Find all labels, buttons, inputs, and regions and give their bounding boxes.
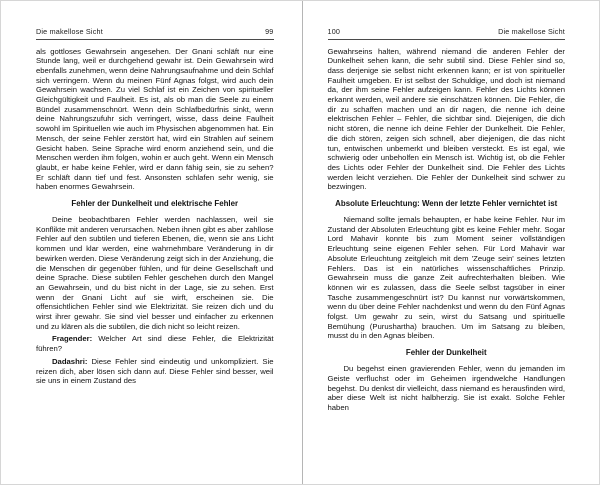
section-heading: Fehler der Dunkelheit <box>405 348 487 358</box>
body-paragraph: Du begehst einen gravierenden Fehler, wenn du jemanden im Geiste verfluchst oder im Geheimen irgendwelche Handlungen begehst. Du denkst dir vielleicht, dass niemand es herausfinden wird, aber diese Welt ist nicht halbherzig. Sie ist exakt. Solche Fehler haben <box>327 364 565 412</box>
running-title: Die makellose Sicht <box>36 27 103 36</box>
page-number: 100 <box>327 27 341 36</box>
page-99 <box>1 1 302 484</box>
section-heading: Absolute Erleuchtung: Wenn der letzte Fehler vernichtet ist <box>335 199 558 209</box>
dialog-text: Welcher Art sind diese Fehler, die Elektrizität führen? <box>36 334 274 354</box>
body-paragraph: Niemand sollte jemals behaupten, er habe keine Fehler. Nur im Zustand der Absoluten Erleuchtung gibt es keine Fehler mehr. Sogar Lord Mahavir konnte bis zum Moment seiner vollständigen Erleuchtung seine eigenen Fehler sehen. Für Lord Mahavir war Absolute Erleuchtung zeitgleich mit dem 'Zeuge sein' seines letzten Fehlers. Das ist ein natürliches wissenschaftliches Prinzip. Gewahrsein muss die ganze Zeit aufrechterhalten bleiben. Wie können wir es zulassen, dass die Seele selbst tagsüber in einer Tasche zusammengeschnürt ist? Du kannst nur vorwärtskommen, wenn du über deine Fehler nachdenkst und wenn du den Fünf Agnas folgst. Um gewahr zu sein, wirst du Satsang und spirituelle Bemühung (Purushartha) brauchen. Um im Satsang zu bleiben, musst du in den Agnas bleiben. <box>327 215 565 341</box>
speaker-label: Dadashri: <box>52 356 88 366</box>
page-body-left <box>36 47 274 387</box>
body-paragraph: als gottloses Gewahrsein angesehen. Der Gnani schläft nur eine Stunde lang, weil er durchgehend gewahr ist. Dein Gewahrsein wird ebenfalls zunehmen, wenn deine Nahrungsaufnahme und dein Schlaf sich verringern. Wenn du meinen Fünf Agnas folgst, wird auch dein Gewahrsein wachsen. Zu viel Schlaf ist ein Zeichen von spiritueller Gleichgültigkeit und Faulheit. Es ist, als ob man die Seele zu einem Bündel zusammenschnürt. Wenn dein Schlafbedürfnis sinkt, wenn deine Nahrungszufuhr sich verringert, wisse, dass deine Faulheit sowohl im Spirituellen wie auch im Physischen abgenommen hat. Ein Mensch, der seine Fehler zerstört hat, wird ein Strahlen auf seinem Gesicht haben. Seine Sprache wird enorm anziehend sein, und die Menschen werden ihm folgen, wohin er auch geht. Wenn ein Mensch glaubt, er habe keine Fehler, wird er dann fähig sein, sie zu sehen? Er schläft dann tief und fest. Ansonsten schlafen sehr wenig, sie haben enormes Gewahrsein. <box>36 46 274 192</box>
page-header-right <box>328 27 566 40</box>
page-header-left <box>36 27 274 40</box>
page-body-right <box>328 47 566 413</box>
body-paragraph: Deine beobachtbaren Fehler werden nachlassen, weil sie Konflikte mit anderen verursachen. Neben ihnen gibt es aber zahllose Fehler auf den subtilen und tieferen Ebenen, die, wenn sie ans Licht kommen und klar werden, eine wahrnehmbare Veränderung in dir bewirken werden. Diese Veränderung zeigt sich in der Anziehung, die die Menschen dir gegenüber fühlen, und für deine Gesellschaft und deine Sprache. Diese subtilen Fehler geschehen durch den Mangel an Gewahrsein, und du bist nicht in der Lage, sie zu sehen. Erst wenn der Gnani Licht auf sie wirft, erscheinen sie. Die offensichtlichen Fehler sind wie Elektrizität. Sie reizen dich und du wirst ihrer gewahr. Sie sind viel besser und einfacher zu erkennen und zu klären als die subtilen, die dich nicht so leicht reizen. <box>36 215 274 331</box>
section-heading: Fehler der Dunkelheit und elektrische Fehler <box>71 199 239 209</box>
page-100 <box>303 1 600 484</box>
dialog-text: Diese Fehler sind eindeutig und unkompliziert. Sie reizen dich, aber lösen sich dann auf. Diese Fehler sind besser, weil sie uns in einem Zustand des <box>36 356 274 386</box>
body-paragraph: Gewahrseins halten, während niemand die anderen Fehler der Dunkelheit sehen kann, die sehr subtil sind. Diese Fehler sind so, dass derjenige sie selbst nicht erkennen kann; er ist von spiritueller Faulheit umgeben. Er ist selbst der Schuldige, und doch ist niemand da, der ihm seine Fehler aufzeigen kann. Fehler des Lichts können erkannt werden, weil andere sie einschätzen können. Die Fehler, die dir zu schaffen machen und an dir nagen, die nenne ich deine elektrischen Fehler – Fehler, die sichtbar sind. Diejenigen, die dich nicht stören, die nenne ich deine Fehler der Dunkelheit. Die Fehler, die dich stören, zeigen sich schnell, aber diejenigen, die das nicht tun, entwischen unbemerkt und bleiben versteckt. Es ist egal, wie schwierig oder unbeholfen ein Mensch ist. Wichtig ist, ob die Fehler des Lichts oder Fehler der Dunkelheit sind. Die Fehler des Lichts werden leicht verziehen. Die Fehler der Dunkelheit sind schwer zu bezwingen. <box>327 46 565 192</box>
dialog-paragraph <box>36 357 274 386</box>
dialog-paragraph <box>36 334 274 353</box>
running-title: Die makellose Sicht <box>498 27 565 36</box>
page-number: 99 <box>265 27 274 36</box>
speaker-label: Fragender: <box>52 334 93 344</box>
